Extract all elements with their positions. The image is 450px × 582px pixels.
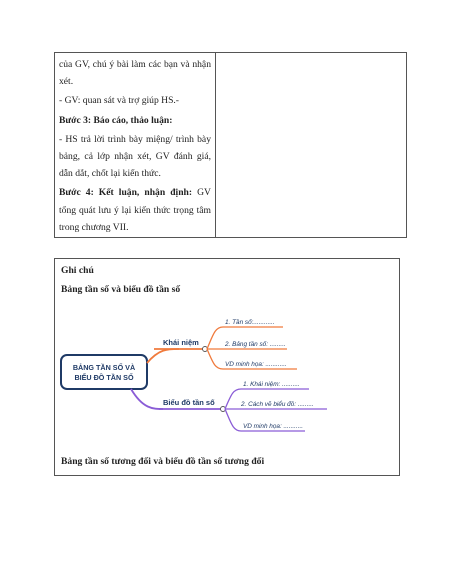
- note-subtitle-relative-frequency: Bảng tần số tương đối và biểu đồ tần số tương đối: [61, 456, 265, 467]
- activity-steps-cell: [59, 56, 211, 238]
- step3-heading: Bước 3: Báo cáo, thảo luận:: [59, 114, 173, 126]
- step4-heading: Bước 4: Kết luận, nhận định:: [59, 187, 193, 199]
- branch2-label: Biểu đồ tần số: [163, 398, 215, 407]
- note-title: Ghi chú: [61, 265, 94, 276]
- paragraph: của GV, chú ý bài làm các bạn và nhận xét.: [59, 59, 211, 88]
- paragraph: Bước 4: Kết luận, nhận định: GV tổng quát lưu ý lại kiến thức trọng tâm trong chương VII.: [59, 187, 211, 233]
- mindmap: [55, 305, 399, 475]
- column-divider: [215, 53, 216, 237]
- branch1-item1: 1. Tần số:............: [225, 319, 275, 326]
- note-box: [54, 258, 400, 476]
- branch2-node: [221, 407, 226, 412]
- paragraph: - GV: quan sát và trợ giúp HS.-: [59, 95, 180, 107]
- branch2-item1: 1. Khái niệm: ..........: [243, 381, 300, 388]
- branch2-item2: 2. Cách vẽ biểu đồ: .........: [241, 401, 314, 408]
- mindmap-center-line1: BẢNG TẦN SỐ VÀ: [72, 363, 136, 372]
- branch1-label: Khái niệm: [163, 338, 199, 347]
- activity-table: [54, 52, 407, 238]
- note-subtitle-frequency: Bảng tần số và biểu đồ tần số: [61, 284, 181, 295]
- paragraph: [59, 112, 211, 129]
- branch1-node: [203, 347, 208, 352]
- branch1-item3: VD minh họa: ............: [225, 361, 287, 368]
- mindmap-center-line2: BIỂU ĐỒ TẦN SỐ: [74, 373, 134, 382]
- branch1-item2: 2. Bảng tần số: .........: [225, 341, 286, 348]
- branch2-connector: [131, 389, 163, 409]
- mindmap-center-box: [61, 355, 147, 389]
- branch1-connector: [147, 349, 179, 363]
- branch2-item3: VD minh họa: ...........: [243, 423, 304, 430]
- paragraph: - HS trả lời trình bày miệng/ trình bày bảng, cả lớp nhận xét, GV đánh giá, dẫn dắt, chốt lại kiến thức.: [59, 133, 211, 180]
